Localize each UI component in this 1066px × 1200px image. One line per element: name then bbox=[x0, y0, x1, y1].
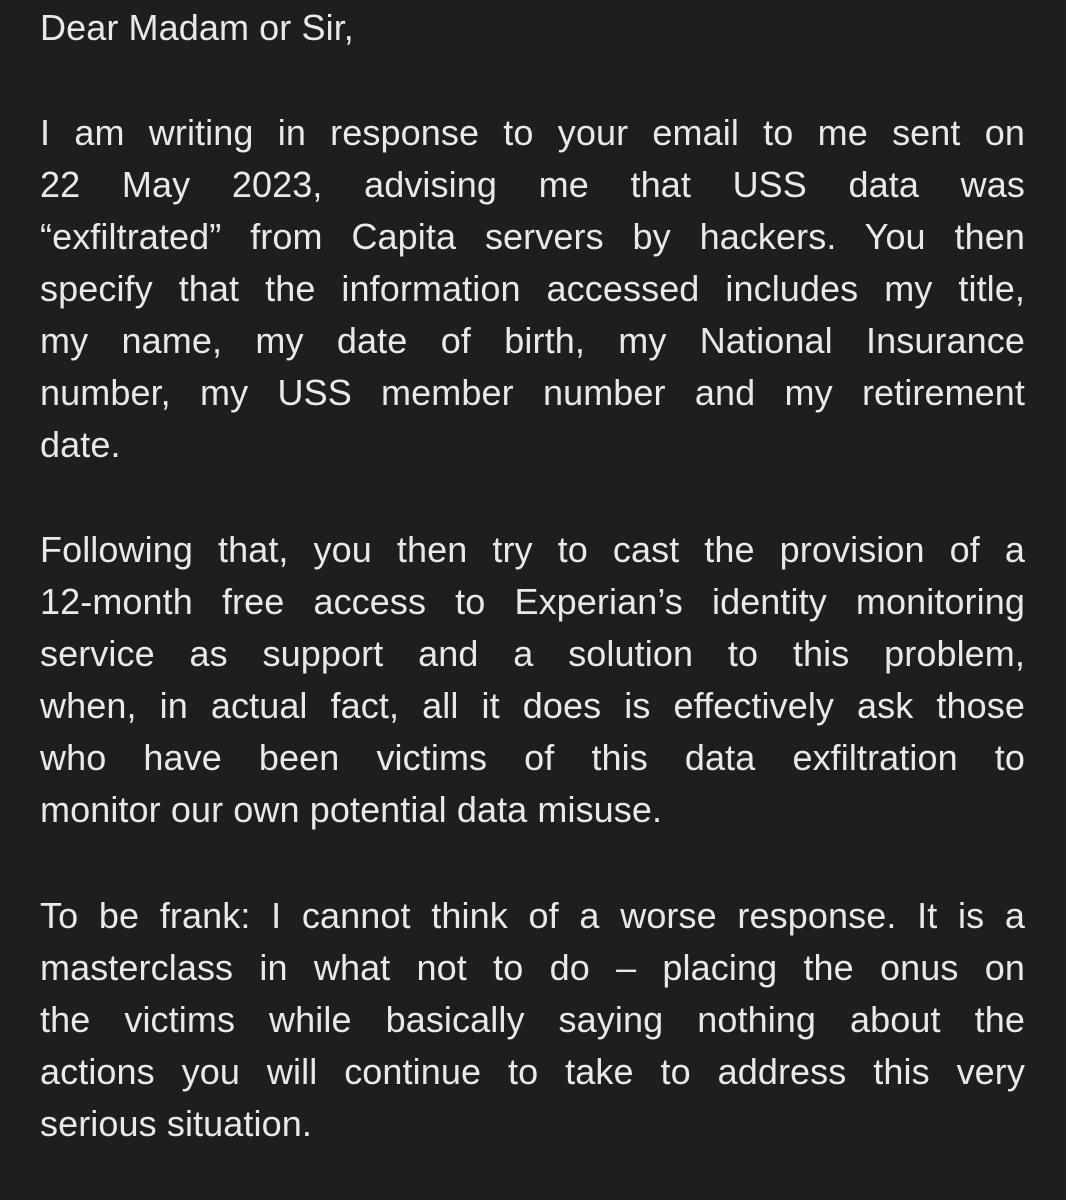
paragraph-line: actions you will continue to take to address this very bbox=[40, 1051, 1025, 1092]
paragraph-line: specify that the information accessed includes my title, bbox=[40, 268, 1025, 309]
paragraph-line: serious situation. bbox=[40, 1103, 312, 1144]
paragraph-line: the victims while basically saying nothing about the bbox=[40, 999, 1025, 1040]
paragraph-line: 12-month free access to Experian’s identity monitoring bbox=[40, 581, 1025, 622]
paragraph-line: monitor our own potential data misuse. bbox=[40, 789, 663, 830]
paragraph-line: service as support and a solution to this problem, bbox=[40, 633, 1025, 674]
paragraph-line: 22 May 2023, advising me that USS data was bbox=[40, 164, 1025, 205]
salutation: Dear Madam or Sir, bbox=[40, 7, 354, 48]
paragraph-line: when, in actual fact, all it does is effectively ask those bbox=[40, 685, 1025, 726]
paragraph-line: I am writing in response to your email to me sent on bbox=[40, 112, 1025, 153]
paragraph-line: date. bbox=[40, 424, 121, 465]
paragraph-line: To be frank: I cannot think of a worse response. It is a bbox=[40, 895, 1025, 936]
paragraph-line: “exfiltrated” from Capita servers by hackers. You then bbox=[40, 216, 1025, 257]
paragraph-line: Following that, you then try to cast the provision of a bbox=[40, 529, 1025, 570]
paragraph-line: number, my USS member number and my retirement bbox=[40, 372, 1025, 413]
paragraph-line: who have been victims of this data exfiltration to bbox=[40, 737, 1025, 778]
paragraph-line: masterclass in what not to do – placing the onus on bbox=[40, 947, 1025, 988]
paragraph-line: my name, my date of birth, my National Insurance bbox=[40, 320, 1025, 361]
